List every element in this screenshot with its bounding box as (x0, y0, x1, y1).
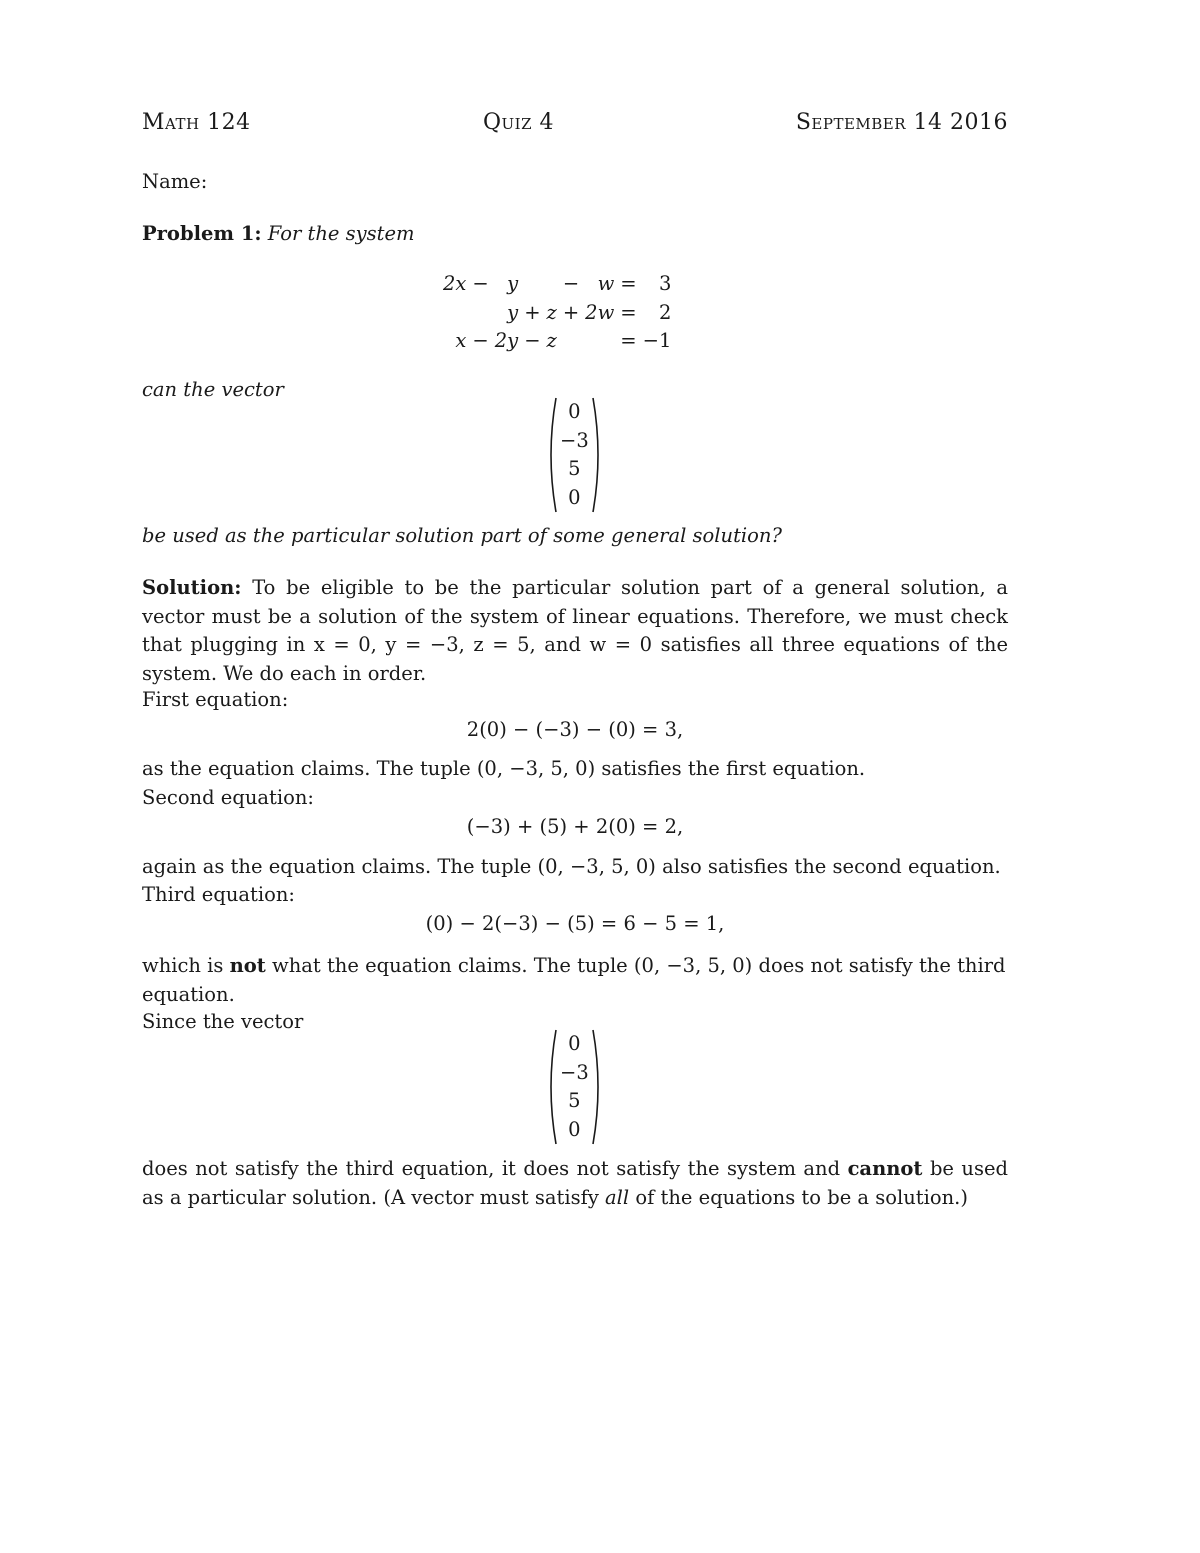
eq-op: + (562, 300, 580, 324)
equation-row (440, 299, 674, 328)
eq-term: w (597, 272, 615, 295)
eq-op (521, 270, 543, 299)
eq-term: z (546, 329, 557, 352)
eq-equals: = (620, 300, 637, 324)
left-paren (544, 1028, 558, 1146)
vector-entry: 0 (568, 1117, 581, 1141)
second-equation-result: again as the equation claims. The tuple (0, −3, 5, 0) also satisfies the second equation. (142, 855, 1001, 878)
first-equation-check: 2(0) − (−3) − (0) = 3, (466, 718, 684, 741)
eq-term (440, 299, 469, 328)
vector-entry: 5 (568, 457, 581, 480)
eq-term: z (546, 300, 557, 324)
eq-term (544, 270, 560, 299)
eq-rhs: −1 (642, 329, 672, 352)
vector-entry: 0 (568, 1032, 581, 1055)
eq-term (582, 327, 617, 356)
second-equation-label: Second equation: (142, 786, 314, 809)
equation-row (440, 327, 674, 356)
column-vector (544, 1028, 605, 1146)
course-title: Math 124 (142, 110, 251, 135)
text-span: of the equations to be a solution.) (635, 1185, 968, 1209)
vector-entry: 0 (568, 400, 581, 423)
eq-op: − (562, 272, 580, 295)
eq-equals: = (620, 272, 637, 295)
solution-intro (142, 574, 1008, 688)
vector-lead: can the vector (142, 378, 284, 401)
first-equation-label: First equation: (142, 688, 289, 711)
text-span: does not satisfy the third equation, it does not satisfy the system and (142, 1157, 841, 1180)
quiz-date: September 14 2016 (795, 110, 1008, 135)
eq-term: x (455, 329, 467, 352)
second-equation-check: (−3) + (5) + 2(0) = 2, (466, 815, 684, 838)
problem-label: Problem 1: (142, 222, 262, 245)
quiz-title: Quiz 4 (483, 110, 555, 135)
eq-op: − (524, 329, 541, 352)
vector-entry: −3 (560, 1060, 589, 1084)
text-span: what the equation claims. The tuple (0, −3, 5, 0) does not satisfy the third equation. (142, 954, 1006, 1006)
right-paren (591, 396, 605, 514)
eq-term: 2y (494, 329, 519, 352)
third-equation-result (142, 952, 1008, 1009)
emphasis-not: not (229, 954, 266, 977)
eq-op (469, 299, 491, 328)
eq-rhs: 3 (658, 272, 672, 295)
vector-entry: −3 (560, 428, 589, 452)
eq-rhs: 2 (658, 300, 672, 324)
eq-op: + (524, 300, 541, 324)
eq-term: y (507, 272, 519, 295)
eq-op: − (472, 272, 489, 295)
text-span: be used as a particular solution. (A vector must satisfy (142, 1157, 1009, 1209)
text-span: which is (142, 954, 224, 977)
first-equation-result: as the equation claims. The tuple (0, −3, 5, 0) satisfies the first equation. (142, 757, 866, 780)
solution-text: To be eligible to be the particular solution part of a general solution, a vector must be a solution of the system of linear equations. Therefore, we must check that plugging in x = 0, y = −3, z = 5, and w = 0 satisfies all three equations of the system. We do each in order. (142, 576, 1008, 685)
eq-op (560, 327, 582, 356)
equation-system (440, 270, 674, 356)
eq-op: − (472, 329, 489, 352)
third-equation-check: (0) − 2(−3) − (5) = 6 − 5 = 1, (425, 912, 725, 935)
name-label: Name: (142, 170, 208, 193)
vector-entry: 0 (568, 485, 581, 509)
since-vector-label: Since the vector (142, 1010, 304, 1033)
emphasis-cannot: cannot (847, 1157, 923, 1180)
solution-label: Solution: (142, 576, 242, 599)
eq-equals: = (620, 329, 637, 352)
eq-term: 2x (443, 272, 467, 295)
problem-question: be used as the particular solution part of some general solution? (142, 524, 782, 547)
conclusion (142, 1155, 1008, 1212)
problem-intro: For the system (267, 222, 415, 245)
column-vector (544, 396, 605, 514)
third-equation-label: Third equation: (142, 883, 295, 906)
eq-term: 2w (585, 300, 615, 324)
problem-statement (142, 222, 415, 245)
right-paren (591, 1028, 605, 1146)
vector-entry: 5 (568, 1089, 581, 1112)
emphasis-all: all (605, 1185, 630, 1209)
equation-row (440, 270, 674, 299)
eq-term: y (507, 300, 519, 324)
left-paren (544, 396, 558, 514)
